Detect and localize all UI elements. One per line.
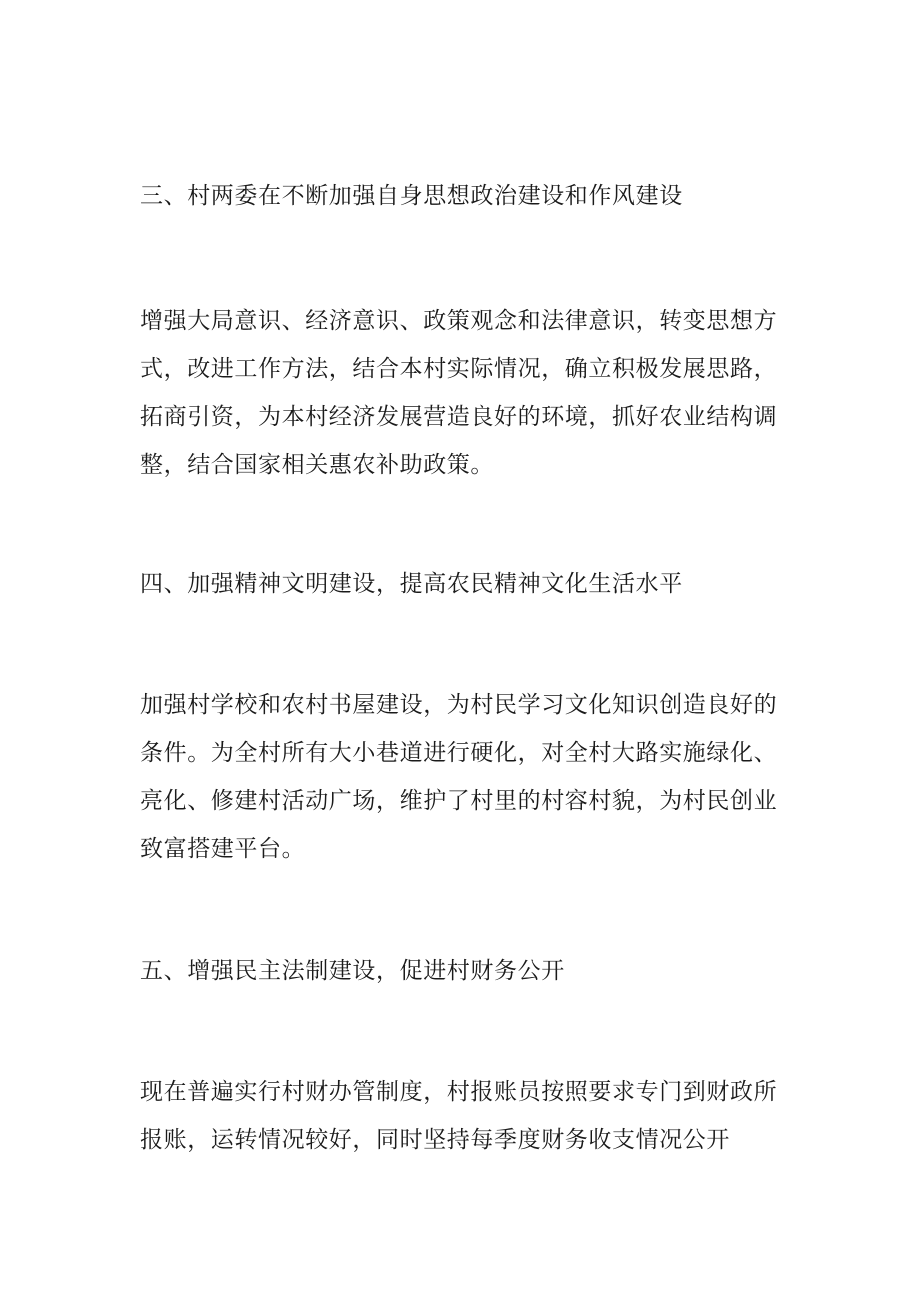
section-paragraph-5: 现在普遍实行村财办管制度，村报账员按照要求专门到财政所报账，运转情况较好，同时坚持每季度财务收支情况公开 bbox=[140, 1079, 778, 1153]
section-heading-3: 三、村两委在不断加强自身思想政治建设和作风建设 bbox=[140, 183, 683, 209]
section-paragraph-4: 加强村学校和农村书屋建设，为村民学习文化知识创造良好的条件。为全村所有大小巷道进行硬化，对全村大路实施绿化、亮化、修建村活动广场，维护了村里的村容村貌，为村民创业致富搭建平台。 bbox=[140, 692, 778, 862]
section-heading-4: 四、加强精神文明建设，提高农民精神文化生活水平 bbox=[140, 571, 683, 597]
section-paragraph-3: 增强大局意识、经济意识、政策观念和法律意识，转变思想方式，改进工作方法，结合本村实际情况，确立积极发展思路，拓商引资，为本村经济发展营造良好的环境，抓好农业结构调整，结合国家相关惠农补助政策。 bbox=[140, 308, 778, 478]
section-heading-5: 五、增强民主法制建设，促进村财务公开 bbox=[140, 958, 565, 984]
